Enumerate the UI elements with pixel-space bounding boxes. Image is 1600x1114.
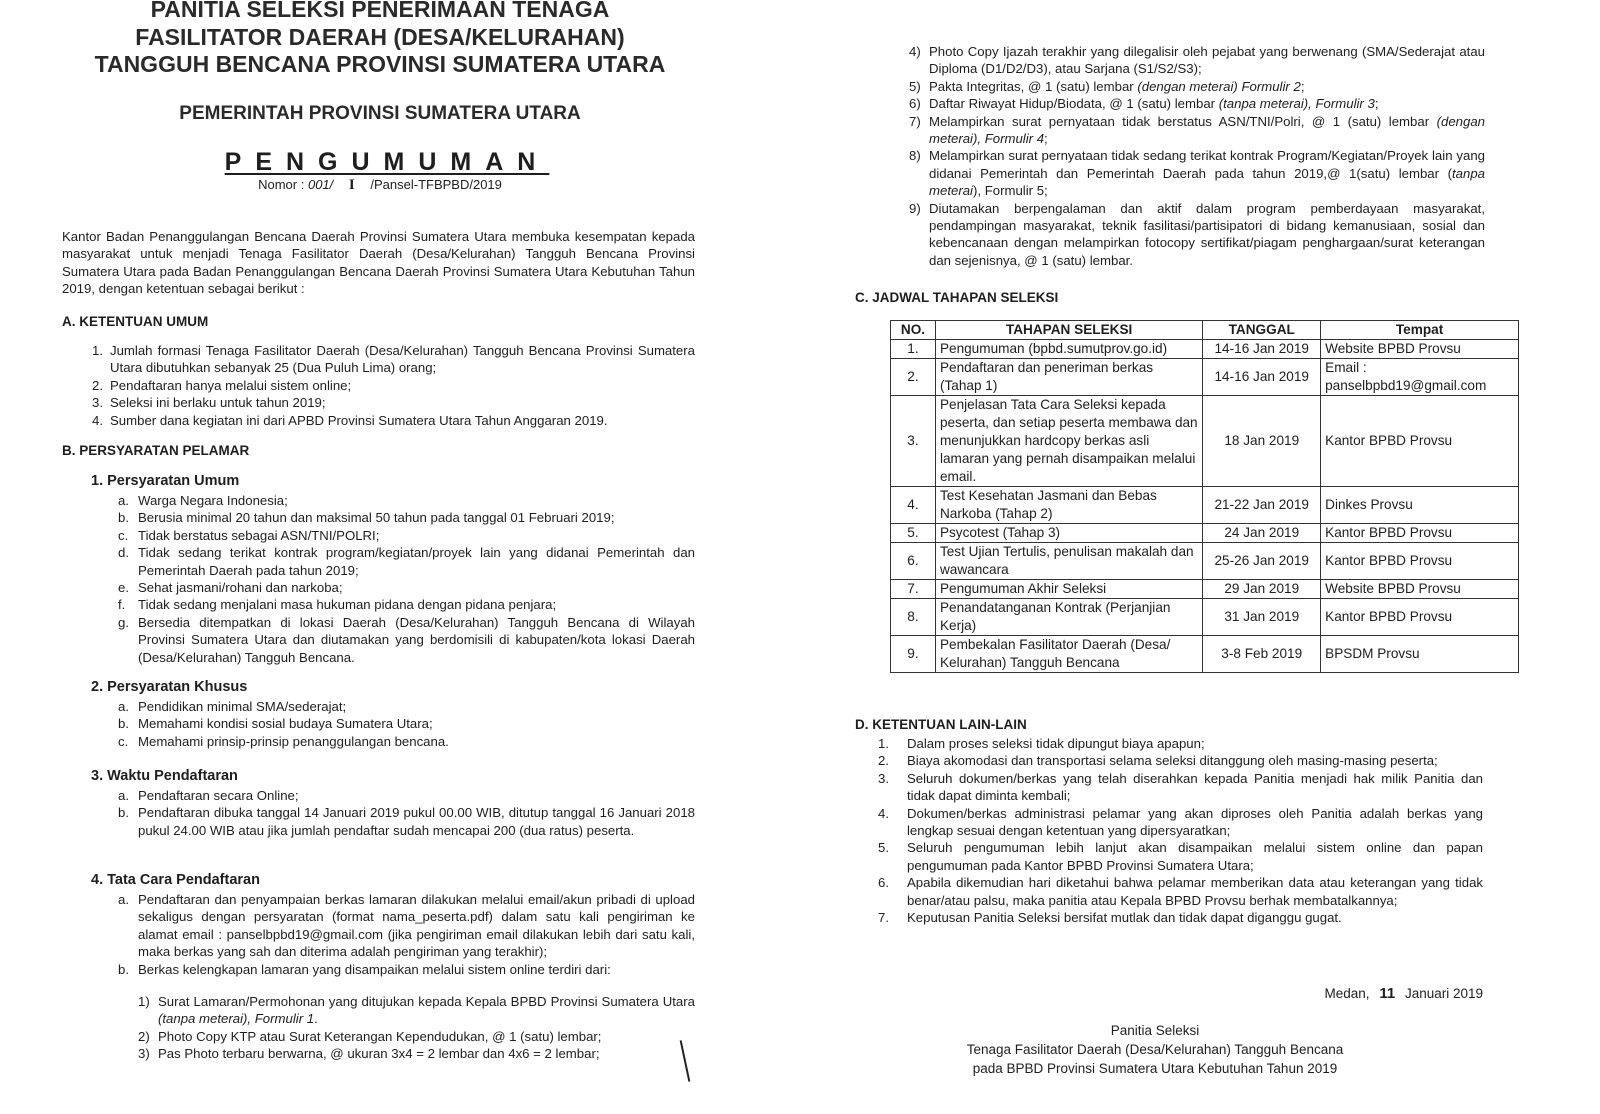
list-marker: 3) xyxy=(138,1046,150,1062)
tata-cara-title: 4. Tata Cara Pendaftaran xyxy=(91,872,260,888)
list-marker: b. xyxy=(118,961,129,977)
list-item xyxy=(92,377,695,394)
cell-no: 6. xyxy=(891,543,936,580)
table-header-row xyxy=(891,321,1519,340)
berkas-item xyxy=(909,113,1485,148)
berkas-item xyxy=(138,1045,695,1062)
table-row xyxy=(891,543,1519,580)
list-item xyxy=(878,805,1483,840)
cell-tempat: BPSDM Provsu xyxy=(1321,636,1519,673)
cell-no: 2. xyxy=(891,359,936,396)
cell-tanggal: 31 Jan 2019 xyxy=(1203,599,1321,636)
signatory-block xyxy=(900,1021,1410,1078)
list-text: Bersedia ditempatkan di lokasi Daerah (Desa/Kelurahan) Tangguh Bencana di Wilayah Provinsi Sumatera Utara dan diutamakan yang berdomisili di kabupaten/kota lokasi Daerah (Desa/Kelurahan) Tangguh Bencana. xyxy=(138,614,695,665)
list-marker: 9) xyxy=(909,200,921,216)
list-text: Jumlah formasi Tenaga Fasilitator Daerah (Desa/Kelurahan) Tangguh Bencana Provinsi Sumatera Utara dibutuhkan sebanyak 25 (Dua Puluh Lima) orang; xyxy=(110,343,695,376)
cell-tempat: Kantor BPBD Provsu xyxy=(1321,599,1519,636)
table-row xyxy=(891,599,1519,636)
nomor-month: I xyxy=(348,177,355,193)
list-marker: e. xyxy=(118,580,129,596)
list-marker: 4. xyxy=(92,412,103,428)
list-item xyxy=(92,394,695,411)
cell-no: 7. xyxy=(891,580,936,599)
cell-tahapan: Test Ujian Tertulis, penulisan makalah dan wawancara xyxy=(935,543,1202,580)
cell-tanggal: 3-8 Feb 2019 xyxy=(1203,636,1321,673)
list-text: Diutamakan berpengalaman dan aktif dalam program pemberdayaan masyarakat, pendampingan masyarakat, teknik fasilitasi/partisipatori di bidang kemanusiaan, sosial dan kebencanaan dengan melampirkan fotocopy sertifikat/piagam penghargaan/surat keterangan dan sejenisnya, @ 1 (satu) lembar. xyxy=(929,200,1485,268)
list-item xyxy=(878,839,1483,874)
announcement-heading xyxy=(60,148,700,177)
list-text: Berkas kelengkapan lamaran yang disampaikan melalui sistem online terdiri dari: xyxy=(138,961,611,977)
list-text: Seleksi ini berlaku untuk tahun 2019; xyxy=(110,395,326,411)
list-marker: a. xyxy=(118,892,129,907)
persyaratan-umum-title: 1. Persyaratan Umum xyxy=(91,473,240,489)
signatory-line: Tenaga Fasilitator Daerah (Desa/Kelurahan) Tangguh Bencana xyxy=(966,1042,1344,1057)
cell-tahapan: Psycotest (Tahap 3) xyxy=(935,524,1202,543)
list-text: Keputusan Panitia Seleksi bersifat mutlak dan tidak dapat diganggu gugat. xyxy=(907,910,1342,926)
list-emphasis: (tanpa meterai), Formulir 1 xyxy=(158,1011,315,1027)
schedule-table xyxy=(890,320,1519,673)
cell-tanggal: 14-16 Jan 2019 xyxy=(1203,340,1321,359)
berkas-item xyxy=(909,200,1485,270)
list-item xyxy=(118,579,695,596)
list-marker: a. xyxy=(118,493,129,508)
month-year: Januari 2019 xyxy=(1404,986,1483,1001)
list-marker: b. xyxy=(118,805,129,821)
list-item xyxy=(118,787,695,804)
list-item xyxy=(118,715,695,732)
list-text: Daftar Riwayat Hidup/Biodata, @ 1 (satu) lembar (tanpa meterai), Formulir 3; xyxy=(929,96,1379,112)
list-text: Pas Photo terbaru berwarna, @ ukuran 3x4 = 2 lembar dan 4x6 = 2 lembar; xyxy=(158,1046,600,1062)
list-emphasis: (dengan meterai), Formulir 4 xyxy=(929,113,1485,147)
cell-tempat: Dinkes Provsu xyxy=(1321,487,1519,524)
list-item xyxy=(878,909,1483,926)
list-text: Memahami prinsip-prinsip penanggulangan bencana. xyxy=(138,733,449,749)
list-item xyxy=(878,874,1483,909)
cell-tahapan: Penandatanganan Kontrak (Perjanjian Kerja) xyxy=(935,599,1202,636)
list-item xyxy=(878,752,1483,769)
cell-tahapan: Penjelasan Tata Cara Seleksi kepada peserta, dan setiap peserta membawa dan menunjukkan hardcopy berkas asli lamaran yang pernah disampaikan melalui email. xyxy=(935,396,1202,487)
list-text: Pendaftaran dan penyampaian berkas lamaran dilakukan melalui email/akun pribadi di upload sekaligus dengan persyaratan (format nama_peserta.pdf) dalam satu kali pengiriman ke alamat email : panselbpbd19@gmail.com (jika pengiriman email dilakukan lebih dari satu kali, maka berkas yang sah dan diterima adalah pengiriman yang terakhir); xyxy=(138,892,695,960)
list-item xyxy=(118,698,695,715)
list-text: Berusia minimal 20 tahun dan maksimal 50 tahun pada tanggal 01 Februari 2019; xyxy=(138,510,615,526)
list-item xyxy=(118,961,695,978)
list-text: Dokumen/berkas administrasi pelamar yang akan diproses oleh Panitia adalah berkas yang lengkap sesuai dengan ketentuan yang dipersyaratkan; xyxy=(907,805,1483,839)
city: Medan, xyxy=(1324,986,1370,1001)
list-item xyxy=(118,509,695,526)
cell-tahapan: Pembekalan Fasilitator Daerah (Desa/ Kelurahan) Tangguh Bencana xyxy=(935,636,1202,673)
section-b-title: B. PERSYARATAN PELAMAR xyxy=(62,443,250,458)
cell-tanggal: 24 Jan 2019 xyxy=(1203,524,1321,543)
list-text: Biaya akomodasi dan transportasi selama seleksi ditanggung oleh masing-masing peserta; xyxy=(907,753,1438,769)
table-row xyxy=(891,524,1519,543)
heading-text: PENGUMUMAN xyxy=(224,148,550,176)
section-d-list xyxy=(878,735,1483,926)
list-text: Warga Negara Indonesia; xyxy=(138,493,288,508)
cell-no: 9. xyxy=(891,636,936,673)
section-a-title: A. KETENTUAN UMUM xyxy=(62,314,209,329)
list-text: Sehat jasmani/rohani dan narkoba; xyxy=(138,580,343,596)
column-header: TAHAPAN SELEKSI xyxy=(935,321,1202,340)
list-marker: 1) xyxy=(138,994,150,1009)
list-marker: 5. xyxy=(878,840,889,856)
cell-no: 4. xyxy=(891,487,936,524)
nomor-label: Nomor : xyxy=(258,177,305,192)
waktu-pendaftaran-title: 3. Waktu Pendaftaran xyxy=(91,768,238,784)
list-marker: 8) xyxy=(909,148,921,164)
document-title xyxy=(60,0,700,79)
list-marker: a. xyxy=(118,699,129,714)
list-item xyxy=(118,733,695,750)
list-text: Pendaftaran secara Online; xyxy=(138,788,299,803)
berkas-list xyxy=(138,993,695,1063)
cell-tempat: Website BPBD Provsu xyxy=(1321,580,1519,599)
column-header: TANGGAL xyxy=(1203,321,1321,340)
table-row xyxy=(891,359,1519,396)
nomor-number: 001/ xyxy=(307,177,334,192)
persyaratan-khusus-title: 2. Persyaratan Khusus xyxy=(91,679,248,695)
cell-tanggal: 25-26 Jan 2019 xyxy=(1203,543,1321,580)
list-item xyxy=(92,342,695,377)
table-row xyxy=(891,340,1519,359)
cell-tempat: Website BPBD Provsu xyxy=(1321,340,1519,359)
list-marker: 1. xyxy=(92,343,103,358)
list-text: Pendaftaran hanya melalui sistem online; xyxy=(110,377,352,393)
list-item xyxy=(118,492,695,509)
list-text: Melampirkan surat pernyataan tidak sedang terikat kontrak Program/Kegiatan/Proyek lain yang didanai Pemerintah dan Pemerintah Daerah pada tahun 2019,@ 1(satu) lembar (tanpa meterai), Formulir 5; xyxy=(929,148,1485,199)
list-text: Memahami kondisi sosial budaya Sumatera Utara; xyxy=(138,716,433,732)
table-row xyxy=(891,636,1519,673)
list-marker: c. xyxy=(118,527,129,543)
berkas-item xyxy=(909,78,1485,95)
list-item xyxy=(118,544,695,579)
list-marker: 3. xyxy=(92,395,103,411)
list-text: Pendaftaran dibuka tanggal 14 Januari 2019 pukul 00.00 WIB, ditutup tanggal 16 Januari 2018 pukul 24.00 WIB atau jika jumlah pendaftar sudah mencapai 200 (dua ratus) peserta. xyxy=(138,805,695,838)
cell-tahapan: Test Kesehatan Jasmani dan Bebas Narkoba (Tahap 2) xyxy=(935,487,1202,524)
nomor-suffix: /Pansel-TFBPBD/2019 xyxy=(370,177,502,192)
cell-no: 5. xyxy=(891,524,936,543)
list-marker: 4) xyxy=(909,44,921,59)
list-marker: 2) xyxy=(138,1028,150,1044)
list-item xyxy=(118,804,695,839)
list-marker: 4. xyxy=(878,805,889,821)
cell-tanggal: 29 Jan 2019 xyxy=(1203,580,1321,599)
list-emphasis: (dengan meterai) Formulir 2 xyxy=(1137,78,1301,94)
waktu-pendaftaran-list xyxy=(118,787,695,839)
cell-tempat: Email : panselbpbd19@gmail.com xyxy=(1321,359,1519,396)
column-header: Tempat xyxy=(1321,321,1519,340)
day: 11 xyxy=(1379,985,1396,1002)
berkas-item xyxy=(909,95,1485,112)
list-emphasis: (tanpa meterai), Formulir 3 xyxy=(1218,96,1375,112)
cell-tempat: Kantor BPBD Provsu xyxy=(1321,524,1519,543)
list-text: Tidak berstatus sebagai ASN/TNI/POLRI; xyxy=(138,527,380,543)
list-marker: b. xyxy=(118,716,129,732)
list-marker: 1. xyxy=(878,736,889,751)
list-marker: a. xyxy=(118,788,129,803)
list-marker: b. xyxy=(118,510,129,526)
list-item xyxy=(118,891,695,961)
cell-no: 1. xyxy=(891,340,936,359)
list-item xyxy=(118,596,695,613)
list-item xyxy=(878,735,1483,752)
list-marker: 2. xyxy=(878,753,889,769)
issuer-subtitle: PEMERINTAH PROVINSI SUMATERA UTARA xyxy=(179,103,581,124)
list-marker: 6) xyxy=(909,96,921,112)
list-item xyxy=(92,412,695,429)
list-emphasis: tanpa meterai xyxy=(929,165,1485,199)
list-item xyxy=(118,527,695,544)
list-text: Pakta Integritas, @ 1 (satu) lembar (dengan meterai) Formulir 2; xyxy=(929,78,1305,94)
list-text: Seluruh pengumuman lebih lanjut akan disampaikan melalui sistem online dan papan pengumuman pada Kantor BPBD Provinsi Sumatera Utara; xyxy=(907,840,1483,873)
title-line: TANGGUH BENCANA PROVINSI SUMATERA UTARA xyxy=(94,51,666,77)
cell-no: 3. xyxy=(891,396,936,487)
list-text: Sumber dana kegiatan ini dari APBD Provinsi Sumatera Utara Tahun Anggaran 2019. xyxy=(110,412,608,428)
section-a-list xyxy=(92,342,695,429)
table-row xyxy=(891,580,1519,599)
signatory-line: Panitia Seleksi xyxy=(1110,1023,1200,1038)
persyaratan-khusus-list xyxy=(118,698,695,750)
list-marker: 7. xyxy=(878,910,889,926)
list-text: Surat Lamaran/Permohonan yang ditujukan kepada Kepala BPBD Provinsi Sumatera Utara (tanpa meterai), Formulir 1. xyxy=(158,994,695,1027)
title-line: PANITIA SELEKSI PENERIMAAN TENAGA xyxy=(150,0,610,22)
list-text: Pendidikan minimal SMA/sederajat; xyxy=(138,699,347,714)
section-d-title: D. KETENTUAN LAIN-LAIN xyxy=(855,717,1027,732)
list-text: Photo Copy Ijazah terakhir yang dilegalisir oleh pejabat yang berwenang (SMA/Sederajat atau Diploma (D1/D2/D3), atau Sarjana (S1/S2/S3); xyxy=(929,44,1485,77)
cell-tahapan: Pengumuman (bpbd.sumutprov.go.id) xyxy=(935,340,1202,359)
list-marker: 5) xyxy=(909,78,921,94)
list-item xyxy=(118,614,695,666)
list-marker: g. xyxy=(118,614,129,630)
list-item xyxy=(878,770,1483,805)
persyaratan-umum-list xyxy=(118,492,695,666)
title-line: FASILITATOR DAERAH (DESA/KELURAHAN) xyxy=(135,23,625,50)
list-text: Tidak sedang terikat kontrak program/kegiatan/proyek lain yang didanai Pemerintah dan Pemerintah Daerah pada tahun 2019; xyxy=(138,545,695,578)
berkas-list-continued xyxy=(909,43,1485,269)
section-c-title: C. JADWAL TAHAPAN SELEKSI xyxy=(855,290,1059,305)
list-text: Seluruh dokumen/berkas yang telah diserahkan kepada Panitia menjadi hak milik Panitia dan tidak dapat diminta kembali; xyxy=(907,770,1483,804)
cell-no: 8. xyxy=(891,599,936,636)
list-text: Photo Copy KTP atau Surat Keterangan Kependudukan, @ 1 (satu) lembar; xyxy=(158,1028,602,1044)
date-line xyxy=(1300,985,1483,1002)
list-text: Dalam proses seleksi tidak dipungut biaya apapun; xyxy=(907,736,1205,751)
list-marker: f. xyxy=(118,597,126,613)
table-row xyxy=(891,487,1519,524)
list-marker: 7) xyxy=(909,113,921,129)
document-number xyxy=(60,177,700,194)
table-row xyxy=(891,396,1519,487)
list-marker: d. xyxy=(118,545,129,561)
berkas-item xyxy=(909,147,1485,199)
cell-tempat: Kantor BPBD Provsu xyxy=(1321,543,1519,580)
list-marker: c. xyxy=(118,733,129,749)
signatory-line: pada BPBD Provinsi Sumatera Utara Kebutuhan Tahun 2019 xyxy=(972,1061,1338,1076)
list-text: Apabila dikemudian hari diketahui bahwa pelamar memberikan data atau keterangan yang tidak benar/atau palsu, maka panitia atau Kepala BPBD Provsu berhak membatalkannya; xyxy=(907,875,1483,908)
cell-tahapan: Pendaftaran dan peneriman berkas (Tahap 1) xyxy=(935,359,1202,396)
berkas-item xyxy=(138,993,695,1028)
cell-tanggal: 18 Jan 2019 xyxy=(1203,396,1321,487)
berkas-item xyxy=(909,43,1485,78)
intro-paragraph: Kantor Badan Penanggulangan Bencana Daerah Provinsi Sumatera Utara membuka kesempatan kepada masyarakat untuk menjadi Tenaga Fasilitator Daerah (Desa/Kelurahan) Tangguh Bencana Provinsi Sumatera Utara pada Badan Penanggulangan Bencana Daerah Provinsi Sumatera Utara Kebutuhan Tahun 2019, dengan ketentuan sebagai berikut : xyxy=(62,229,695,297)
cell-tahapan: Pengumuman Akhir Seleksi xyxy=(935,580,1202,599)
list-text: Tidak sedang menjalani masa hukuman pidana dengan pidana penjara; xyxy=(138,597,557,613)
list-marker: 3. xyxy=(878,770,889,786)
column-header: NO. xyxy=(891,321,936,340)
cell-tanggal: 21-22 Jan 2019 xyxy=(1203,487,1321,524)
list-text: Melampirkan surat pernyataan tidak berstatus ASN/TNI/Polri, @ 1 (satu) lembar (dengan meterai), Formulir 4; xyxy=(929,113,1485,147)
cell-tempat: Kantor BPBD Provsu xyxy=(1321,396,1519,487)
berkas-item xyxy=(138,1028,695,1045)
list-marker: 2. xyxy=(92,377,103,393)
tata-cara-list xyxy=(118,891,695,978)
cell-tanggal: 14-16 Jan 2019 xyxy=(1203,359,1321,396)
list-marker: 6. xyxy=(878,875,889,891)
